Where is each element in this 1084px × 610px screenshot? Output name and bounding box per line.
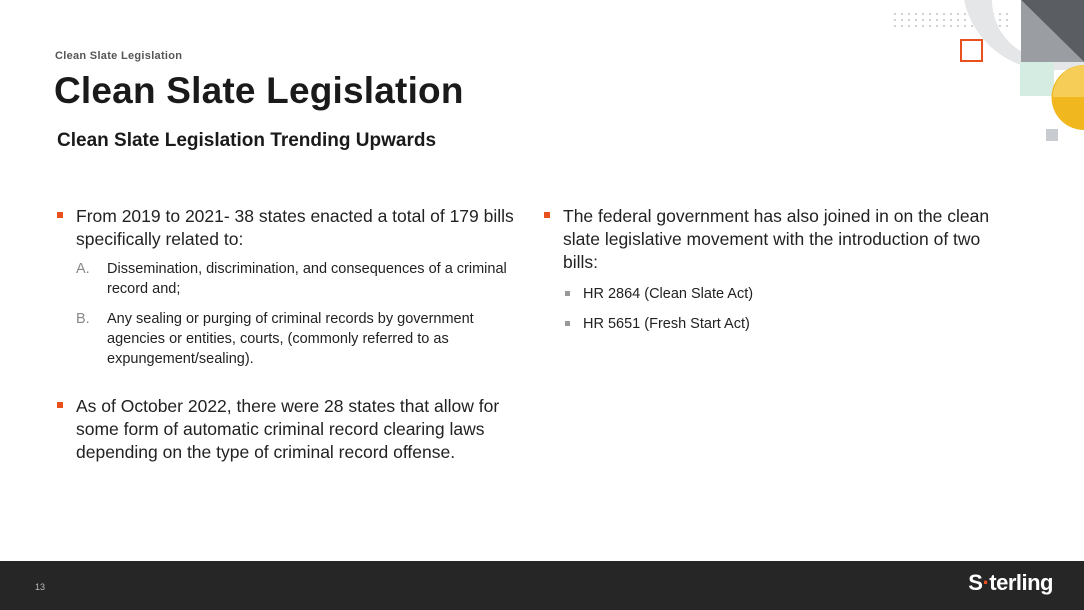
sub-item-a (76, 259, 515, 299)
mint-rectangle-shape (1020, 62, 1054, 96)
logo-suffix: terling (989, 570, 1053, 595)
right-column (542, 205, 1002, 344)
slide-eyebrow: Clean Slate Legislation (55, 50, 183, 62)
sub-item-text: Dissemination, discrimination, and consequences of a criminal record and; (107, 261, 507, 297)
small-gray-square (1046, 129, 1058, 141)
right-bullet-1: The federal government has also joined in on the clean slate legislative movement with the introduction of two bills: (542, 205, 1002, 274)
page-number: 13 (35, 582, 46, 592)
sterling-logo (968, 570, 1053, 596)
logo-prefix: S (968, 570, 983, 595)
slide-title: Clean Slate Legislation (54, 70, 464, 111)
sub-item-b (76, 309, 515, 369)
left-sub-list (76, 259, 515, 369)
orange-square-outline (961, 40, 982, 61)
bill-item: HR 2864 (Clean Slate Act) (563, 284, 1002, 304)
left-bullet-2: As of October 2022, there were 28 states that allow for some form of automatic criminal record clearing laws depending on the type of criminal record offense. (55, 395, 515, 464)
sub-item-marker: A. (76, 261, 90, 277)
left-column (55, 205, 515, 464)
right-sub-list (563, 284, 1002, 334)
bill-item: HR 5651 (Fresh Start Act) (563, 314, 1002, 334)
left-bullet-1: From 2019 to 2021- 38 states enacted a total of 179 bills specifically related to: (55, 205, 515, 251)
slide-subtitle: Clean Slate Legislation Trending Upwards (57, 130, 437, 151)
sub-item-text: Any sealing or purging of criminal records by government agencies or entities, courts, (commonly referred to as expungement/sealing). (107, 311, 474, 367)
logo-dot: · (982, 570, 990, 595)
sub-item-marker: B. (76, 311, 90, 327)
decorative-corner-graphic (884, 0, 1084, 150)
footer-bar (0, 561, 1084, 610)
